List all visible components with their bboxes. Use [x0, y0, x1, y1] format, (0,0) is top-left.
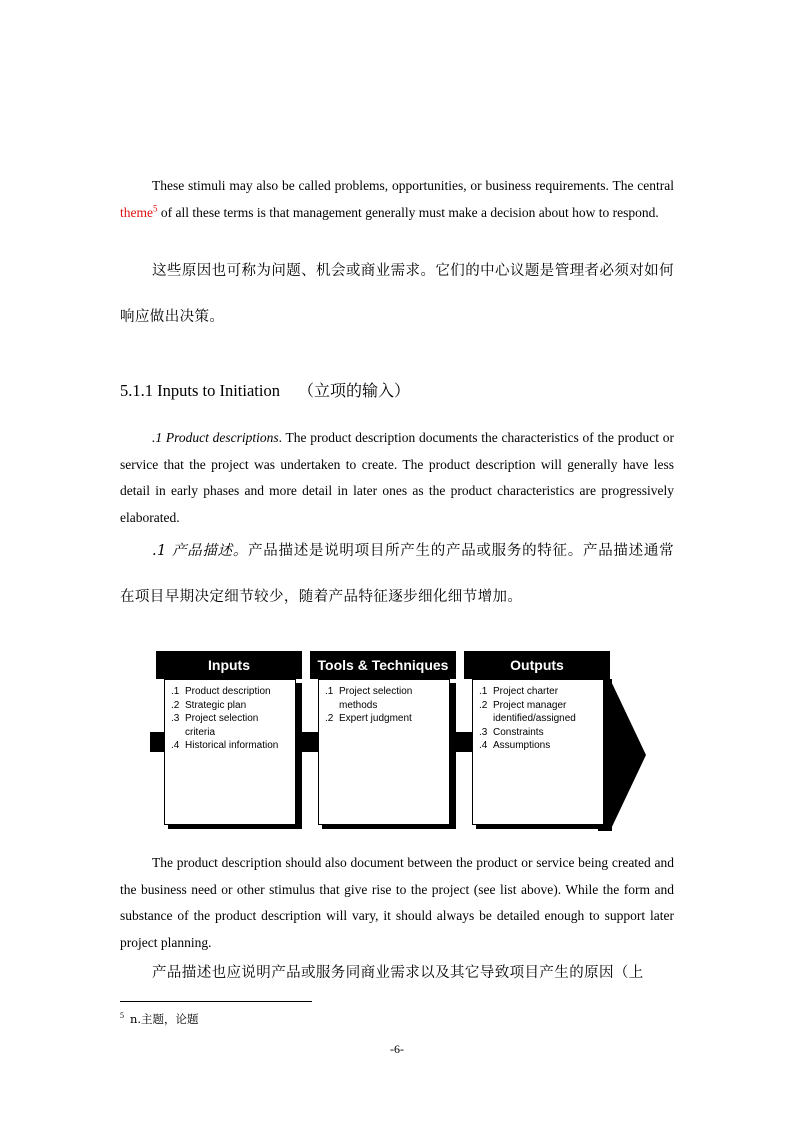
- column-title: Inputs: [156, 651, 302, 679]
- list-item-text: Expert judgment: [339, 713, 412, 724]
- list-item: [171, 739, 289, 753]
- list-item-text: Product description: [185, 686, 271, 697]
- chinese-paragraph-product-descriptions: [120, 528, 674, 620]
- chinese-paragraph-product-description-detail: 产品描述也应说明产品或服务同商业需求以及其它导致项目产生的原因（上: [152, 965, 644, 981]
- list-item-text: Project manager identified/assigned: [493, 699, 576, 724]
- list-item-number: .1: [325, 686, 334, 697]
- paragraph-product-descriptions-text: . The product description documents the characteristics of the product or service that the project was undertaken to create. The product description will generally have less detail in early phases and more detail in later ones as the product characteristics are progressively elaborated.: [120, 430, 674, 525]
- list-item-number: .2: [479, 699, 488, 711]
- list-item-number: .4: [479, 740, 488, 751]
- page-number: -6-: [390, 1042, 404, 1056]
- initiation-process-diagram: [148, 648, 656, 832]
- list-item: [325, 712, 443, 726]
- highlighted-word-theme[interactable]: theme: [120, 204, 153, 220]
- chinese-paragraph-text: 产品描述是说明项目所产生的产品或服务的特征。产品描述通常在项目早期决定细节较少，随着产品特征逐步细化细节增加。: [120, 543, 674, 605]
- footnote-mark: 5: [120, 1011, 124, 1020]
- arrow-right-icon: [610, 679, 646, 831]
- section-heading-cn: （立项的输入）: [297, 381, 410, 400]
- list-item-text: Project charter: [493, 686, 559, 697]
- list-item: [325, 685, 443, 712]
- section-heading: [120, 378, 410, 401]
- list-item-number: .2: [325, 713, 334, 724]
- list-item-text: Strategic plan: [185, 699, 247, 711]
- paragraph-product-descriptions: [120, 425, 674, 531]
- footnote-divider: [120, 1001, 312, 1002]
- paragraph-stimuli-after: of all these terms is that management generally must make a decision about how to respond.: [157, 204, 659, 220]
- list-item: [479, 685, 597, 699]
- list-item-number: .1: [171, 686, 180, 697]
- diagram-column-outputs: [464, 651, 610, 829]
- column-body: [318, 679, 450, 825]
- list-item-text: Constraints: [493, 726, 544, 738]
- list-item-number: .1: [479, 686, 488, 697]
- list-item-number: .2: [171, 699, 180, 711]
- list-item: [171, 699, 289, 713]
- column-body: [164, 679, 296, 825]
- list-item-text: Project selection methods: [339, 686, 413, 711]
- column-body: [472, 679, 604, 825]
- footnote-text: n.主题，论题: [130, 1012, 199, 1026]
- paragraph-stimuli-before: These stimuli may also be called problems, opportunities, or business requirements. The central: [152, 178, 674, 193]
- paragraph-product-description-detail: The product description should also document between the product or service being created and the business need or other stimulus that give rise to the project (see list above). While the form and substance of the product description will vary, it should always be detailed enough to support later project planning.: [120, 855, 674, 950]
- list-item: [479, 726, 597, 740]
- list-item-number: .3: [171, 713, 180, 724]
- list-item: [171, 685, 289, 699]
- list-item-number: .4: [171, 740, 180, 751]
- chinese-paragraph-stimuli: 这些原因也可称为问题、机会或商业需求。它们的中心议题是管理者必须对如何响应做出决策。: [120, 263, 674, 325]
- list-item-text: Project selection criteria: [185, 713, 259, 738]
- list-item: [479, 739, 597, 753]
- list-item-text: Historical information: [185, 740, 279, 751]
- chinese-item-lead: .1 产品描述。: [152, 543, 249, 559]
- footnote-reference[interactable]: 5: [153, 203, 158, 213]
- list-item: [479, 699, 597, 726]
- column-title: Tools & Techniques: [310, 651, 456, 679]
- footnote: [120, 1011, 199, 1027]
- diagram-column-tools: [310, 651, 456, 829]
- item-lead-product-descriptions: .1 Product descriptions: [152, 430, 279, 445]
- list-item-number: .3: [479, 726, 488, 738]
- list-item-text: Assumptions: [493, 740, 551, 751]
- column-title: Outputs: [464, 651, 610, 679]
- list-item: [171, 712, 289, 739]
- section-heading-en: 5.1.1 Inputs to Initiation: [120, 381, 280, 400]
- paragraph-stimuli: [120, 173, 674, 226]
- diagram-column-inputs: [156, 651, 302, 829]
